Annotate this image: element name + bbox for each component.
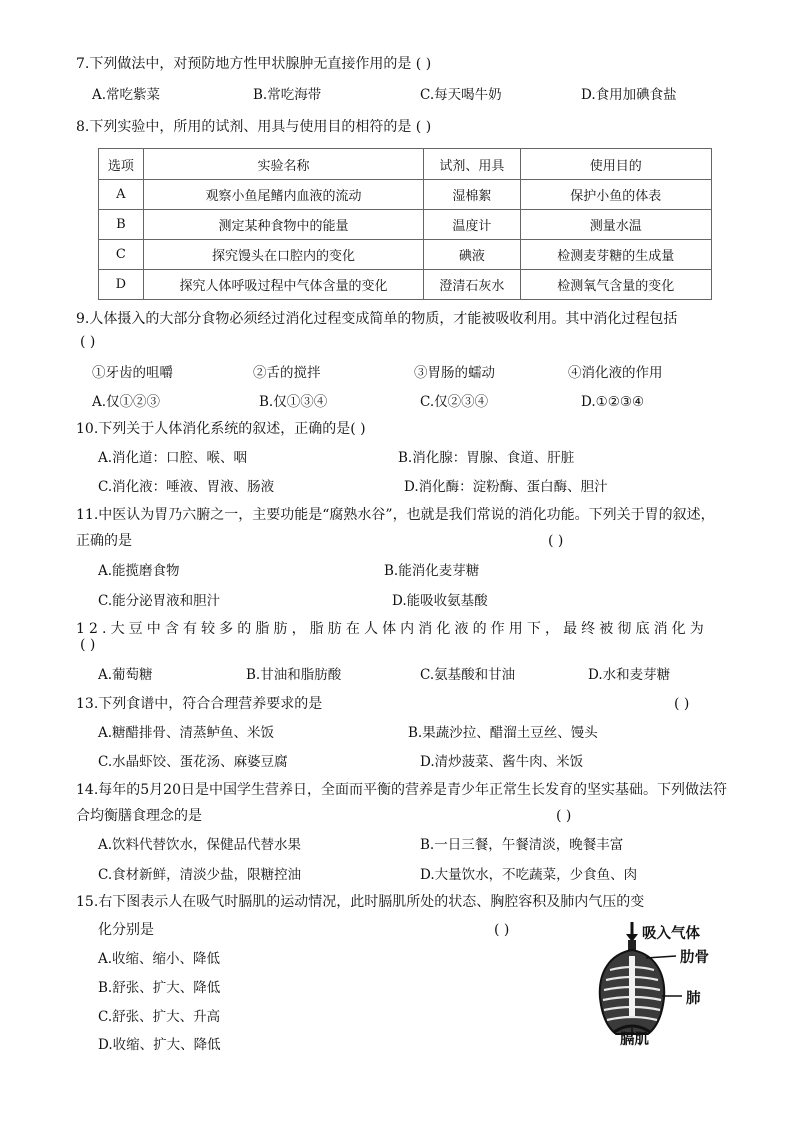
q9-item-1: ①牙齿的咀嚼	[92, 365, 173, 381]
q9-stem: 9.人体摄入的大部分食物必须经过消化过程变成简单的物质，才能被吸收利用。其中消化过程包括	[76, 311, 678, 327]
q11-option-a[interactable]: A.能揽磨食物	[98, 563, 180, 579]
table-cell: 测量水温	[520, 210, 711, 240]
inhale-label: 吸入气体	[642, 926, 700, 942]
q11-stem-continued: 正确的是	[76, 533, 132, 549]
q9-option-b[interactable]: B.仅①③④	[259, 394, 328, 410]
q13-answer-blank: ( )	[674, 696, 690, 712]
table-cell: 碘液	[424, 240, 520, 270]
table-cell: 温度计	[424, 210, 520, 240]
table-cell: 探究人体呼吸过程中气体含量的变化	[143, 270, 424, 300]
q13-option-a[interactable]: A.糖醋排骨、清蒸鲈鱼、米饭	[98, 725, 275, 741]
q15-option-c[interactable]: C.舒张、扩大、升高	[98, 1009, 221, 1025]
q14-stem: 14.每年的5月20日是中国学生营养日，全面而平衡的营养是青少年正常生长发育的坚实基础。下列做法符	[76, 782, 727, 798]
q11-stem: 11.中医认为胃乃六腑之一，主要功能是“腐熟水谷”，也就是我们常说的消化功能。下列关于胃的叙述，	[76, 507, 715, 523]
rib-leader-line	[646, 956, 676, 958]
q9-item-4: ④消化液的作用	[568, 365, 663, 381]
table-header-row	[99, 149, 712, 180]
q11-answer-blank: ( )	[548, 533, 564, 549]
rib-label: 肋骨	[680, 950, 709, 966]
q8-stem: 8.下列实验中，所用的试剂、用具与使用目的相符的是 ( )	[76, 119, 432, 135]
q13-option-b[interactable]: B.果蔬沙拉、醋溜土豆丝、馒头	[408, 725, 598, 741]
table-cell: B	[99, 210, 144, 240]
table-row	[99, 240, 712, 270]
table-cell: 探究馒头在口腔内的变化	[143, 240, 424, 270]
table-cell: 湿棉絮	[424, 180, 520, 210]
table-cell: 检测氧气含量的变化	[520, 270, 711, 300]
q11-option-b[interactable]: B.能消化麦芽糖	[384, 563, 480, 579]
q9-item-3: ③胃肠的蠕动	[414, 365, 495, 381]
q7-stem: 7.下列做法中，对预防地方性甲状腺肿无直接作用的是 ( )	[76, 56, 432, 72]
q7-option-a[interactable]: A.常吃紫菜	[92, 87, 161, 103]
q12-option-d[interactable]: D.水和麦芽糖	[588, 667, 671, 683]
q15-stem: 15.右下图表示人在吸气时膈肌的运动情况，此时膈肌所处的状态、胸腔容积及肺内气压的变	[76, 894, 645, 910]
q9-option-c[interactable]: C.仅②③④	[420, 394, 489, 410]
q14-answer-blank: ( )	[556, 808, 572, 824]
table-cell: D	[99, 270, 144, 300]
q9-option-a[interactable]: A.仅①②③	[92, 394, 161, 410]
q14-option-d[interactable]: D.大量饮水，不吃蔬菜，少食鱼、肉	[420, 867, 638, 883]
q12-option-a[interactable]: A.葡萄糖	[98, 667, 153, 683]
q15-option-a[interactable]: A.收缩、缩小、降低	[98, 951, 221, 967]
q8-experiment-table	[98, 148, 712, 300]
q9-answer-blank: ( )	[80, 334, 96, 350]
q7-option-d[interactable]: D.食用加碘食盐	[581, 87, 677, 103]
sternum	[629, 956, 635, 1016]
q10-option-b[interactable]: B.消化腺：胃腺、食道、肝脏	[398, 450, 575, 466]
q10-option-d[interactable]: D.消化酶：淀粉酶、蛋白酶、胆汁	[404, 479, 608, 495]
q7-option-c[interactable]: C.每天喝牛奶	[420, 87, 502, 103]
table-cell: 澄清石灰水	[424, 270, 520, 300]
table-cell: 观察小鱼尾鳍内血液的流动	[143, 180, 424, 210]
table-header: 选项	[99, 149, 144, 180]
table-row	[99, 180, 712, 210]
thorax-diagram	[590, 920, 725, 1048]
q13-option-d[interactable]: D.清炒菠菜、酱牛肉、米饭	[420, 754, 584, 770]
q12-option-c[interactable]: C.氨基酸和甘油	[420, 667, 516, 683]
table-cell: C	[99, 240, 144, 270]
q10-option-a[interactable]: A.消化道：口腔、喉、咽	[98, 450, 248, 466]
q14-stem-continued: 合均衡膳食理念的是	[76, 808, 202, 824]
table-header: 实验名称	[143, 149, 424, 180]
q12-answer-blank: ( )	[80, 637, 96, 653]
q15-answer-blank: ( )	[494, 922, 510, 938]
q13-option-c[interactable]: C.水晶虾饺、蛋花汤、麻婆豆腐	[98, 754, 288, 770]
table-cell: A	[99, 180, 144, 210]
q15-option-b[interactable]: B.舒张、扩大、降低	[98, 980, 221, 996]
q9-item-2: ②舌的搅拌	[253, 365, 321, 381]
q15-option-d[interactable]: D.收缩、扩大、降低	[98, 1037, 221, 1053]
q10-option-c[interactable]: C.消化液：唾液、胃液、肠液	[98, 479, 275, 495]
q12-option-b[interactable]: B.甘油和脂肪酸	[246, 667, 342, 683]
q14-option-a[interactable]: A.饮料代替饮水，保健品代替水果	[98, 837, 302, 853]
lung-label: 肺	[686, 991, 701, 1007]
q7-option-b[interactable]: B.常吃海带	[253, 87, 322, 103]
q14-option-c[interactable]: C.食材新鲜，清淡少盐，限糖控油	[98, 867, 302, 883]
q13-stem: 13.下列食谱中，符合合理营养要求的是	[76, 696, 323, 712]
table-cell: 测定某种食物中的能量	[143, 210, 424, 240]
q11-option-d[interactable]: D.能吸收氨基酸	[392, 593, 488, 609]
q15-stem-continued: 化分别是	[98, 922, 154, 938]
table-cell: 检测麦芽糖的生成量	[520, 240, 711, 270]
diaphragm-label: 膈肌	[620, 1032, 649, 1048]
table-header: 使用目的	[520, 149, 711, 180]
table-cell: 保护小鱼的体表	[520, 180, 711, 210]
q11-option-c[interactable]: C.能分泌胃液和胆汁	[98, 593, 221, 609]
table-row	[99, 210, 712, 240]
q9-option-d[interactable]: D.①②③④	[581, 394, 645, 410]
table-header: 试剂、用具	[424, 149, 520, 180]
q14-option-b[interactable]: B.一日三餐，午餐清淡，晚餐丰富	[420, 837, 624, 853]
table-row	[99, 270, 712, 300]
q10-stem: 10.下列关于人体消化系统的叙述，正确的是( )	[76, 421, 366, 437]
q12-stem: 12.大豆中含有较多的脂肪，脂肪在人体内消化液的作用下，最终被彻底消化为	[76, 621, 708, 637]
